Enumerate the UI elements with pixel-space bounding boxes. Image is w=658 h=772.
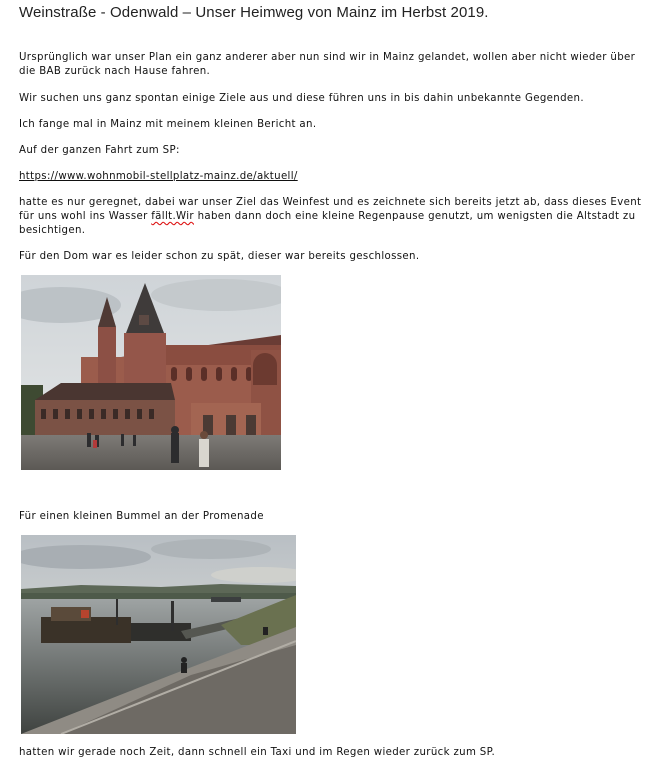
rain-text-2: haben dann doch eine kleine Regenpause genutzt, um wenigsten die Altstadt zu besichtigen. (19, 211, 636, 236)
paragraph-intro: Ursprünglich war unser Plan ein ganz anderer aber nun sind wir in Mainz gelandet, wollen aber nicht wieder über die BAB zurück nach Hause fahren. (19, 52, 636, 77)
paragraph-link (19, 170, 649, 184)
promenade-photo (21, 535, 296, 734)
stellplatz-link[interactable]: https://www.wohnmobil-stellplatz-mainz.de/aktuell/ (19, 171, 298, 182)
paragraph-dom: Für den Dom war es leider schon zu spät, dieser war bereits geschlossen. (19, 251, 420, 262)
cathedral-photo (21, 275, 281, 470)
paragraph-search: Wir suchen uns ganz spontan einige Ziele aus und diese führen uns in bis dahin unbekannte Gegenden. (19, 93, 584, 104)
rain-text-1: hatte es nur geregnet, dabei war unser Ziel das Weinfest und es zeichnete sich bereits jetzt ab, dass dieses Event für uns wohl ins Wasser (19, 197, 642, 222)
paragraph-trip: Auf der ganzen Fahrt zum SP: (19, 145, 180, 156)
paragraph-start: Ich fange mal in Mainz mit meinem kleinen Bericht an. (19, 119, 317, 130)
paragraph-promenade: Für einen kleinen Bummel an der Promenade (19, 511, 264, 522)
spellcheck-word: fällt.Wir (151, 211, 194, 222)
paragraph-end: hatten wir gerade noch Zeit, dann schnell ein Taxi und im Regen wieder zurück zum SP. (19, 747, 496, 758)
document-title: Weinstraße - Odenwald – Unser Heimweg von Mainz im Herbst 2019. (19, 4, 489, 21)
paragraph-rain (19, 196, 649, 238)
